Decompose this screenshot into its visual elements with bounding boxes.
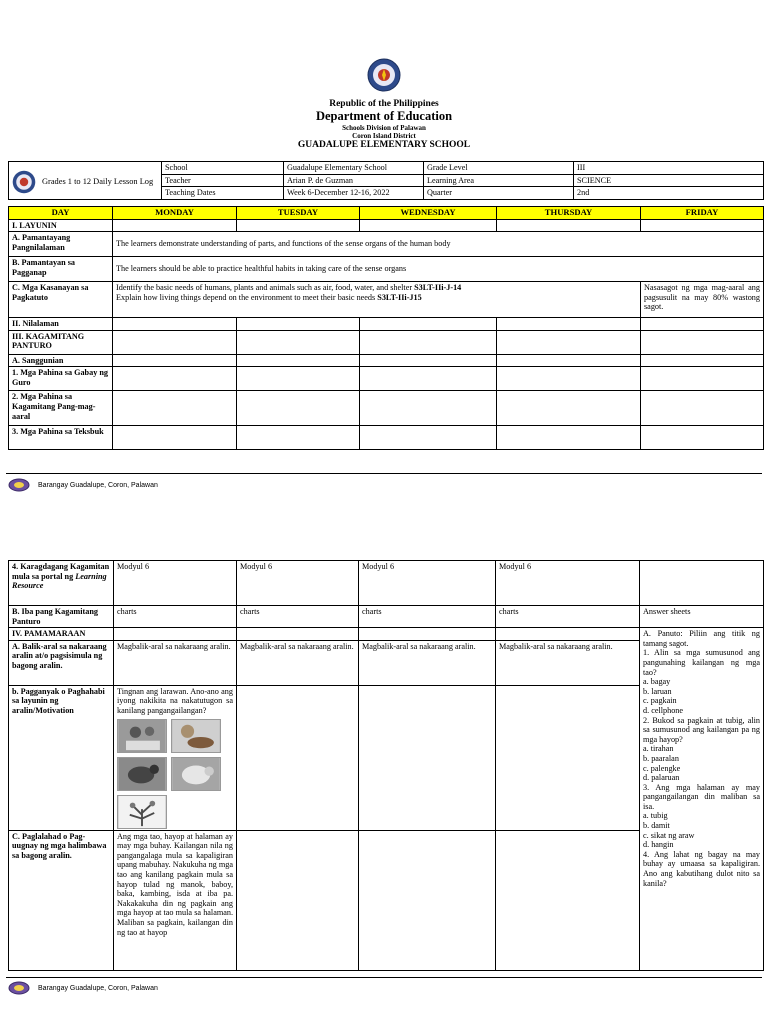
modyul-tuesday: Modyul 6 xyxy=(237,561,359,606)
kasanayan-friday: Nasasagot ng mga mag-aaral ang pagsusulit na may 80% wastong sagot. xyxy=(641,282,764,318)
area-value: SCIENCE xyxy=(574,174,764,187)
balik-aral-monday: Magbalik-aral sa nakaraang aralin. xyxy=(114,640,237,685)
quarter-label: Quarter xyxy=(424,187,574,200)
modyul-thursday: Modyul 6 xyxy=(496,561,640,606)
thursday-header: THURSDAY xyxy=(497,207,641,220)
log-title-cell xyxy=(9,162,162,200)
division-title: Schools Division of Palawan xyxy=(342,124,426,132)
paglalahad-monday: Ang mga tao, hayop at halaman ay may mga buhay. Kailangan nila ng pangangalaga mula sa kapaligiran upang mabuhay. Nakukuha ng mga tao ang kanilang pagkain mula sa hayop tulad ng manok, baboy, baka, kambing, isda at iba pa. Nakakakuha din ng pagkain ang mga hayop at tao mula sa halaman. Maliban sa pagkain, kailangan din ng tao at hayop xyxy=(114,830,237,970)
charts-tuesday: charts xyxy=(237,606,359,628)
pagganap-text: The learners should be able to practice healthful habits in taking care of the sense organs xyxy=(113,257,764,282)
balik-aral-label: A. Balik-aral sa nakaraang aralin at/o pagsisimula ng bagong aralin. xyxy=(9,640,114,685)
friday-quiz: A. Panuto: Piliin ang titik ng tamang sagot. 1. Alin sa mga sumusunod ang pangunahing kailangan ng mga tao? a. bagay b. laruan c. pagkain d. cellphone 2. Bukod sa pagkain at tubig, alin sa sumusunod ang kailangan pa ng mga hayop? a. tirahan b. paaralan c. palengke d. palaruan 3. Ang mga halaman ay may pangangailangan din maliban sa isa. a. tubig b. damit c. sikat ng araw d. hangin 4. Ang lahat ng bagay na may buhay ay umaasa sa kapaligiran. Ano ang kabutihang dulot nito sa kanila? xyxy=(640,628,764,970)
pagganyak-label: b. Pagganyak o Paghahabi sa layunin ng aralin/Motivation xyxy=(9,685,114,830)
nilalaman-label: II. Nilalaman xyxy=(9,318,113,331)
dates-label: Teaching Dates xyxy=(162,187,284,200)
deped-seal-icon xyxy=(367,58,401,92)
footer-address: Barangay Guadalupe, Coron, Palawan xyxy=(38,481,158,489)
school-logo-icon xyxy=(8,981,30,995)
balik-aral-wednesday: Magbalik-aral sa nakaraang aralin. xyxy=(359,640,496,685)
charts-thursday: charts xyxy=(496,606,640,628)
day-header: DAY xyxy=(9,207,113,220)
cow-image xyxy=(117,757,167,791)
teksbuk-label: 3. Mga Pahina sa Teksbuk xyxy=(9,426,113,450)
gabay-label: 1. Mga Pahina sa Gabay ng Guro xyxy=(9,367,113,391)
lesson-log-table-page1 xyxy=(8,161,764,200)
charts-monday: charts xyxy=(114,606,237,628)
iba-pang-label: B. Iba pang Kagamitang Panturo xyxy=(9,606,114,628)
paglalahad-label: C. Paglalahad o Pag-uugnay ng mga halimbawa sa bagong aralin. xyxy=(9,830,114,970)
school-logo-icon xyxy=(8,478,30,492)
lesson-log-table-page2 xyxy=(8,560,764,971)
tuesday-header: TUESDAY xyxy=(237,207,360,220)
kasanayan-code2: S3LT-IIi-J15 xyxy=(377,292,422,302)
monday-header: MONDAY xyxy=(113,207,237,220)
department-title: Department of Education xyxy=(315,109,453,123)
deped-seal-icon xyxy=(12,170,36,194)
pagganap-label: B. Pamantayan sa Pagganap xyxy=(9,257,113,282)
lesson-log-days-table xyxy=(8,206,764,450)
kagamitan-label: III. KAGAMITANG PANTURO xyxy=(9,330,113,354)
sheep-image xyxy=(171,757,221,791)
modyul-wednesday: Modyul 6 xyxy=(359,561,496,606)
teacher-label: Teacher xyxy=(162,174,284,187)
kasanayan-text xyxy=(113,282,641,318)
dates-value: Week 6-December 12-16, 2022 xyxy=(284,187,424,200)
balik-aral-thursday: Magbalik-aral sa nakaraang aralin. xyxy=(496,640,640,685)
pagganyak-monday: Tingnan ang larawan. Ano-ano ang iyong nakikita na nakatutugon sa kanilang pangangailangan? xyxy=(114,685,237,830)
kasanayan-line2: Explain how living things depend on the environment to meet their basic needs xyxy=(116,292,378,302)
school-value: Guadalupe Elementary School xyxy=(284,162,424,175)
pamantayang-label: A. Pamantayang Pangnilalaman xyxy=(9,232,113,257)
footer xyxy=(8,981,158,995)
pamantayang-text: The learners demonstrate understanding of parts, and functions of the sense organs of the human body xyxy=(113,232,764,257)
school-title: GUADALUPE ELEMENTARY SCHOOL xyxy=(297,140,471,150)
needs-pictures xyxy=(114,719,236,829)
letterhead xyxy=(0,58,768,150)
school-label: School xyxy=(162,162,284,175)
footer-address: Barangay Guadalupe, Coron, Palawan xyxy=(38,984,158,992)
kasanayan-code1: S3LT-IIi-J-14 xyxy=(414,283,462,293)
people-eating-image xyxy=(117,719,167,753)
teacher-value: Arian P. de Guzman xyxy=(284,174,424,187)
log-title: Grades 1 to 12 Daily Lesson Log xyxy=(42,176,154,186)
footer-divider xyxy=(6,473,762,474)
answer-sheets-friday: Answer sheets xyxy=(640,606,764,628)
sanggunian-label: A. Sanggunian xyxy=(9,354,113,367)
republic-title: Republic of the Philippines xyxy=(329,99,439,109)
layunin-label: I. LAYUNIN xyxy=(9,219,113,232)
kagamitang-label: 2. Mga Pahina sa Kagamitang Pang-mag-aaral xyxy=(9,391,113,426)
pamamaraan-label: IV. PAMAMARAAN xyxy=(9,628,114,641)
charts-wednesday: charts xyxy=(359,606,496,628)
pet-food-image xyxy=(171,719,221,753)
area-label: Learning Area xyxy=(424,174,574,187)
grade-value: III xyxy=(574,162,764,175)
balik-aral-tuesday: Magbalik-aral sa nakaraang aralin. xyxy=(237,640,359,685)
quarter-value: 2nd xyxy=(574,187,764,200)
kasanayan-line1: Identify the basic needs of humans, plants and animals such as air, food, water, and shelter xyxy=(116,283,415,293)
grade-label: Grade Level xyxy=(424,162,574,175)
footer-divider xyxy=(6,977,762,978)
plant-image xyxy=(117,795,167,829)
wednesday-header: WEDNESDAY xyxy=(360,207,497,220)
karagdagang-label: 4. Karagdagang Kagamitan mula sa portal ng Learning Resource xyxy=(9,561,114,606)
modyul-monday: Modyul 6 xyxy=(114,561,237,606)
learning-resource-label: Learning Resource xyxy=(12,571,107,591)
friday-header: FRIDAY xyxy=(641,207,764,220)
footer xyxy=(8,478,158,492)
kasanayan-label: C. Mga Kasanayan sa Pagkatuto xyxy=(9,282,113,318)
district-title: Coron Island District xyxy=(352,132,416,140)
